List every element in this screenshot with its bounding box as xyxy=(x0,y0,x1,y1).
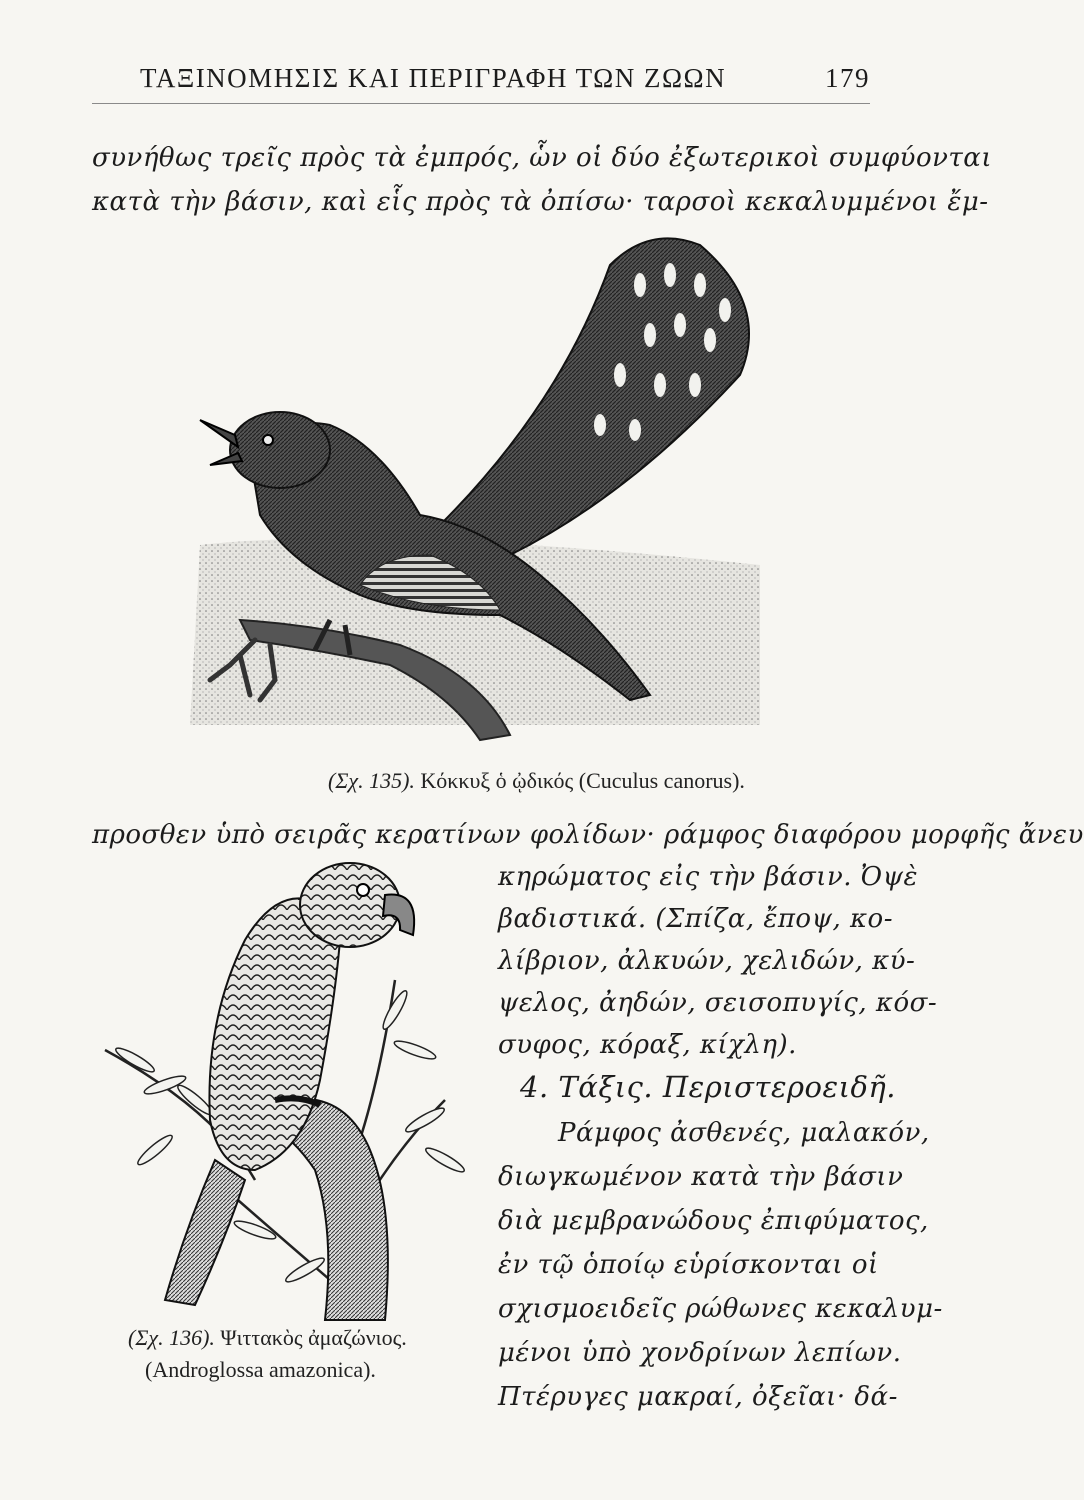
text-line: σχισμοειδεῖς ρώθωνες κεκαλυμ- xyxy=(498,1294,943,1324)
figure-136-title: Ψιττακὸς ἀμαζώνιος. xyxy=(220,1325,407,1350)
running-head-title: ΤΑΞΙΝΟΜΗΣΙΣ ΚΑΙ ΠΕΡΙΓΡΑΦΗ ΤΩΝ ΖΩΩΝ xyxy=(140,62,727,93)
section-heading xyxy=(520,1070,896,1104)
text-line: κατὰ τὴν βάσιν, καὶ εἷς πρὸς τὰ ὀπίσω· ταρσοὶ κεκαλυμμένοι ἔμ- xyxy=(92,187,989,217)
running-head xyxy=(140,58,870,98)
section-title: Τάξις. Περιστεροειδῆ. xyxy=(558,1070,897,1104)
text-line: λίβριον, ἀλκυών, χελιδών, κύ- xyxy=(498,946,916,976)
text-line: προσθεν ὑπὸ σειρᾶς κερατίνων φολίδων· ράμφος διαφόρου μορφῆς ἄνευ xyxy=(92,820,1084,850)
parrot-tail xyxy=(165,1160,245,1305)
text-line: βαδιστικά. (Σπίζα, ἔποψ, κο- xyxy=(498,904,893,934)
text-line: Πτέρυγες μακραί, ὀξεῖαι· δά- xyxy=(498,1382,898,1412)
parrot-illustration xyxy=(95,850,485,1320)
text-line: Ράμφος ἀσθενές, μαλακόν, xyxy=(558,1118,930,1148)
figure-136-label: (Σχ. 136). xyxy=(128,1325,215,1350)
text-line: συνήθως τρεῖς πρὸς τὰ ἐμπρός, ὧν οἱ δύο ἐξωτερικοὶ συμφύονται xyxy=(92,143,993,173)
header-rule xyxy=(92,103,870,104)
figure-135-title: Κόκκυξ ὁ ᾠδικός (Cuculus canorus). xyxy=(420,768,745,793)
bird-eye xyxy=(263,435,273,445)
parrot-eye xyxy=(357,884,369,896)
text-line: συφος, κόραξ, κίχλη). xyxy=(498,1030,797,1060)
figure-136-caption xyxy=(128,1325,407,1351)
section-number: 4. xyxy=(520,1070,549,1104)
figure-135-label: (Σχ. 135). xyxy=(328,768,415,793)
beak-upper xyxy=(200,420,238,447)
page-number: 179 xyxy=(825,62,870,93)
text-line: κηρώματος εἰς τὴν βάσιν. Ὀψὲ xyxy=(498,862,918,892)
text-line: διὰ μεμβρανώδους ἐπιφύματος, xyxy=(498,1206,929,1236)
bird-head xyxy=(230,412,330,488)
figure-136-latin: (Androglossa amazonica). xyxy=(145,1357,376,1382)
figure-135-caption xyxy=(328,768,745,794)
text-line: ἐν τῷ ὁποίῳ εὑρίσκονται οἱ xyxy=(498,1250,879,1280)
text-line: διωγκωμένον κατὰ τὴν βάσιν xyxy=(498,1162,904,1192)
text-line: μένοι ὑπὸ χονδρίνων λεπίων. xyxy=(498,1338,902,1368)
text-line: ψελος, ἀηδών, σεισοπυγίς, κόσ- xyxy=(498,988,938,1018)
cuckoo-illustration xyxy=(180,225,780,755)
